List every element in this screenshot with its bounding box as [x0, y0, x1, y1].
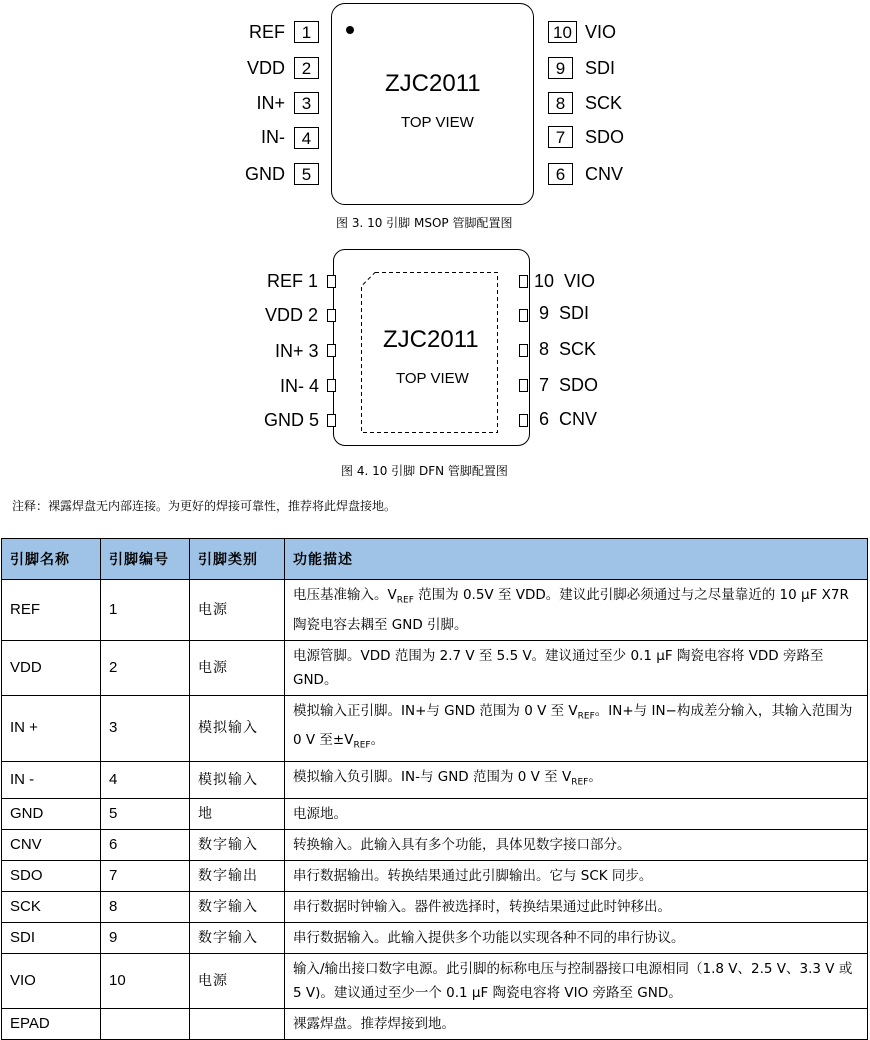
pin-desc-cell: [285, 580, 868, 641]
desc-text: 。IN+与 IN−构成差分输入，其输入范围为 0 V 至±V: [293, 702, 853, 749]
table-row: [2, 891, 868, 922]
msop-pin-name: GND: [245, 164, 285, 184]
pin-type-cell: 电源: [190, 580, 285, 641]
dfn-pin-label: 10 VIO: [534, 271, 596, 291]
msop-pin-name: IN-: [261, 127, 285, 147]
pin-desc-cell: 电源管脚。VDD 范围为 2.7 V 至 5.5 V。建议通过至少 0.1 μF 陶瓷电容将 VDD 旁路至 GND。: [285, 640, 868, 695]
pin-name-cell: EPAD: [2, 1008, 101, 1039]
desc-subscript: REF: [396, 595, 414, 606]
header-pin-type: 引脚类别: [190, 539, 285, 580]
msop-pin-number: 7: [548, 126, 573, 148]
pin-number-cell: 4: [101, 762, 190, 799]
pin-number-cell: 9: [101, 922, 190, 953]
desc-text: 范围为 0.5V 至 VDD。建议此引脚必须通过与之尽量靠近的 10 μF X7R 陶瓷电容去耦至 GND 引脚。: [293, 587, 849, 633]
pin-name-cell: VIO: [2, 953, 101, 1008]
msop-pin-name: IN+: [256, 93, 285, 113]
desc-subscript: REF: [353, 741, 371, 752]
dfn-pin-pad: [519, 275, 528, 288]
msop-package-outline: [331, 3, 534, 205]
table-row: [2, 829, 868, 860]
pin1-marker-dot: [346, 26, 354, 34]
dfn-pin-label: 9 SDI: [539, 303, 590, 323]
desc-text: 。: [588, 769, 602, 786]
pin-desc-cell: 输入/输出接口数字电源。此引脚的标称电压与控制器接口电源相同（1.8 V、2.5 V、3.3 V 或 5 V)。建议通过至少一个 0.1 μF 陶瓷电容将 VIO 旁路至 GND。: [285, 953, 868, 1008]
table-row: [2, 695, 868, 761]
pin-number-cell: 2: [101, 640, 190, 695]
pin-type-cell: 电源: [190, 640, 285, 695]
msop-pin-name: SDO: [585, 127, 625, 147]
dfn-pin-label: GND 5: [264, 410, 320, 430]
table-row: [2, 860, 868, 891]
pin-name-cell: VDD: [2, 640, 101, 695]
dfn-pin-pad: [327, 344, 336, 357]
dfn-pin-pad: [519, 344, 528, 357]
msop-pin-number: 8: [548, 92, 573, 114]
pin-desc-cell: 裸露焊盘。推荐焊接到地。: [285, 1008, 868, 1039]
dfn-pin-pad: [327, 414, 336, 427]
msop-pin-number: 4: [294, 127, 319, 149]
table-row: [2, 580, 868, 641]
dfn-pin-pad: [519, 309, 528, 322]
pin-type-cell: [190, 1008, 285, 1039]
pin-name-cell: GND: [2, 798, 101, 829]
pin-number-cell: 1: [101, 580, 190, 641]
dfn-chip-name: ZJC2011: [383, 326, 479, 353]
msop-pin-name: REF: [249, 22, 285, 42]
pin-name-cell: IN +: [2, 695, 101, 761]
pin-name-cell: SDI: [2, 922, 101, 953]
dfn-pin-pad: [327, 379, 336, 392]
pin-desc-cell: 串行数据输入。此输入提供多个功能以实现各种不同的串行协议。: [285, 922, 868, 953]
msop-pin-name: SDI: [585, 58, 616, 78]
pin-type-cell: 数字输入: [190, 891, 285, 922]
desc-subscript: REF: [577, 711, 595, 722]
desc-subscript: REF: [571, 777, 589, 788]
dfn-pin-pad: [327, 275, 336, 288]
pin-name-cell: REF: [2, 580, 101, 641]
figure4-caption: 图 4. 10 引脚 DFN 管脚配置图: [341, 464, 508, 478]
dfn-pin-pad: [327, 309, 336, 322]
table-row: [2, 953, 868, 1008]
exposed-pad-note: 注释：裸露焊盘无内部连接。为更好的焊接可靠性，推荐将此焊盘接地。: [12, 499, 397, 513]
pin-desc-cell: 转换输入。此输入具有多个功能，具体见数字接口部分。: [285, 829, 868, 860]
table-row: [2, 1008, 868, 1039]
pin-type-cell: 地: [190, 798, 285, 829]
table-header-row: [2, 539, 868, 580]
dfn-pin-label: 6 CNV: [539, 409, 598, 429]
dfn-pin-pad: [519, 379, 528, 392]
table-row: [2, 640, 868, 695]
pin-function-table: [1, 538, 868, 1040]
msop-chip-name: ZJC2011: [385, 70, 481, 97]
pin-name-cell: CNV: [2, 829, 101, 860]
header-pin-name: 引脚名称: [2, 539, 101, 580]
pin-desc-cell: 串行数据输出。转换结果通过此引脚输出。它与 SCK 同步。: [285, 860, 868, 891]
msop-pin-name: CNV: [585, 164, 624, 184]
pin-type-cell: 数字输出: [190, 860, 285, 891]
msop-view-label: TOP VIEW: [401, 114, 474, 131]
pin-type-cell: 模拟输入: [190, 762, 285, 799]
header-function: 功能描述: [285, 539, 868, 580]
desc-text: 模拟输入负引脚。IN-与 GND 范围为 0 V 至 V: [293, 769, 572, 786]
table-row: [2, 798, 868, 829]
dfn-pin-pad: [519, 414, 528, 427]
pin-name-cell: SDO: [2, 860, 101, 891]
pin-type-cell: 模拟输入: [190, 695, 285, 761]
dfn-pin-label: 7 SDO: [539, 375, 599, 395]
msop-pin-number: 3: [294, 92, 319, 114]
dfn-pin-label: 8 SCK: [539, 339, 597, 359]
table-row: [2, 922, 868, 953]
msop-pin-number: 6: [548, 163, 573, 185]
pin-desc-cell: [285, 695, 868, 761]
pin-type-cell: 数字输入: [190, 829, 285, 860]
pin-number-cell: [101, 1008, 190, 1039]
msop-pin-number: 10: [548, 21, 577, 43]
dfn-view-label: TOP VIEW: [396, 370, 469, 387]
pin-number-cell: 7: [101, 860, 190, 891]
dfn-pin-label: REF 1: [267, 271, 319, 291]
pin-number-cell: 5: [101, 798, 190, 829]
table-row: [2, 762, 868, 799]
pin-type-cell: 数字输入: [190, 922, 285, 953]
pin-type-cell: 电源: [190, 953, 285, 1008]
dfn-pin-label: IN- 4: [280, 376, 320, 396]
pin-number-cell: 10: [101, 953, 190, 1008]
msop-pin-name: VDD: [246, 58, 285, 78]
desc-text: 。: [370, 732, 385, 749]
msop-pin-number: 2: [294, 57, 319, 79]
dfn-pin-label: IN+ 3: [275, 341, 319, 361]
msop-pin-number: 9: [548, 57, 573, 79]
header-pin-number: 引脚编号: [101, 539, 190, 580]
pin-number-cell: 8: [101, 891, 190, 922]
pin-number-cell: 6: [101, 829, 190, 860]
pin-name-cell: SCK: [2, 891, 101, 922]
pin-number-cell: 3: [101, 695, 190, 761]
figure3-caption: 图 3. 10 引脚 MSOP 管脚配置图: [336, 216, 513, 230]
dfn-pin-label: VDD 2: [265, 305, 319, 325]
msop-pin-number: 1: [294, 21, 319, 43]
pin-desc-cell: [285, 762, 868, 799]
msop-pin-name: VIO: [585, 22, 617, 42]
desc-text: 电压基准输入。V: [293, 587, 397, 603]
msop-pin-number: 5: [294, 163, 319, 185]
pin-desc-cell: 串行数据时钟输入。器件被选择时，转换结果通过此时钟移出。: [285, 891, 868, 922]
desc-text: 模拟输入正引脚。IN+与 GND 范围为 0 V 至 V: [293, 702, 578, 719]
msop-pin-name: SCK: [585, 93, 623, 113]
pin-desc-cell: 电源地。: [285, 798, 868, 829]
pin-name-cell: IN -: [2, 762, 101, 799]
